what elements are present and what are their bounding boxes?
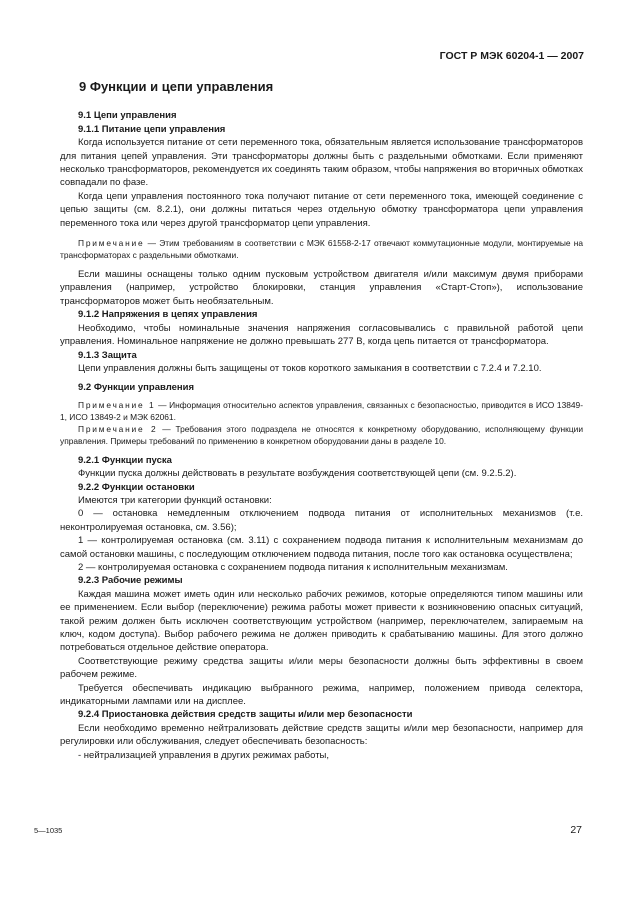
subsection-9-2-2-title: 9.2.2 Функции остановки: [78, 481, 195, 493]
paragraph: Когда цепи управления постоянного тока получают питание от сети переменного тока, имеющей соединение с цепью защиты (см. 8.2.1), они должны питаться через отдельную обмотку трансформатора цепи управления переменного тока или через другой трансформатор цепи управления.: [60, 190, 583, 229]
subsection-9-1-2-title: 9.1.2 Напряжения в цепях управления: [78, 309, 258, 321]
paragraph: Каждая машина может иметь один или несколько рабочих режимов, которые определяются типом машины или ее применением. Если выбор (переключение) режима работы может привести к возникновению опасных ситуаций, такой режим должен быть исключен соответствующим устройством (например, переключателем, запираемым на ключ, кодом доступа). Выбор рабочего режима не должен приводить к срабатыванию машины. Для этого должно потребоваться отдельное действие оператора.: [60, 588, 583, 654]
paragraph: Когда используется питание от сети переменного тока, обязательным является использование трансформаторов для питания цепей управления. Эти трансформаторы должны быть с раздельными обмотками. Если применяют несколько трансформаторов, рекомендуется их соединять таким образом, чтобы напряжения во вторичных обмотках совпадали по фазе.: [60, 137, 583, 189]
paragraph: Функции пуска должны действовать в результате возбуждения соответствующей цепи (см. 9.2.5.2).: [78, 468, 517, 480]
paragraph: Если машины оснащены только одним пусковым устройством двигателя и/или максимум двумя приборами управления (например, устройство блокировки, станция управления «Старт-Стоп»), использование трансформаторов может быть необязательным.: [60, 269, 583, 307]
note-text: — Информация относительно аспектов управления, связанных с безопасностью, приводится в ИСО 13849-1, ИСО 13849-2 и МЭК 62061.: [60, 399, 583, 422]
paragraph: Необходимо, чтобы номинальные значения напряжения согласовывались с правильной работой цепи управления. Номинальное напряжение не должно превышать 277 В, когда цепь питается от трансформатора.: [60, 322, 583, 348]
note-label: Примечание 2: [78, 423, 158, 434]
standard-header: ГОСТ Р МЭК 60204-1 — 2007: [439, 50, 584, 62]
paragraph: Если необходимо временно нейтрализовать действие средств защиты и/или мер безопасности, например для регулировки или обслуживания, следует обеспечивать безопасность:: [60, 722, 583, 748]
paragraph: - нейтрализацией управления в других режимах работы,: [78, 749, 330, 761]
paragraph: Имеются три категории функций остановки:: [78, 494, 272, 506]
subsection-9-2-3-title: 9.2.3 Рабочие режимы: [78, 575, 183, 587]
note-2: [60, 423, 583, 447]
note-1: [60, 399, 583, 423]
subsection-9-2-title: 9.2 Функции управления: [78, 382, 195, 394]
subsection-9-2-1-title: 9.2.1 Функции пуска: [78, 454, 172, 466]
paragraph: Требуется обеспечивать индикацию выбранного режима, например, положением привода селектора, индикаторными лампами или на дисплее.: [60, 682, 583, 708]
paragraph: 1 — контролируемая остановка (см. 3.11) с сохранением подвода питания к исполнительным механизмам до самой остановки машины, с последующим отключением подвода питания, после того как остановка осуществлена;: [60, 535, 583, 560]
paragraph: Соответствующие режиму средства защиты и/или меры безопасности должны быть эффективны в своем рабочем режиме.: [60, 655, 583, 681]
sheet-mark: 5—1035: [34, 826, 63, 835]
page-content: [60, 80, 583, 762]
section-title: 9 Функции и цепи управления: [79, 79, 274, 94]
paragraph: Цепи управления должны быть защищены от токов короткого замыкания в соответствии с 7.2.4 и 7.2.10.: [78, 362, 542, 374]
note-label: Примечание: [78, 238, 145, 249]
subsection-9-1-1-title: 9.1.1 Питание цепи управления: [78, 123, 226, 135]
page-number: 27: [570, 824, 582, 836]
note-label: Примечание 1: [78, 399, 156, 410]
paragraph: 0 — остановка немедленным отключением подвода питания от исполнительных механизмов (т.е. неконтролируемая остановка, см. 3.56);: [60, 508, 583, 533]
subsection-9-2-4-title: 9.2.4 Приостановка действия средств защиты и/или мер безопасности: [78, 709, 413, 721]
paragraph: 2 — контролируемая остановка с сохранением подвода питания к исполнительным механизмам.: [78, 561, 508, 573]
subsection-9-1-title: 9.1 Цепи управления: [78, 110, 177, 122]
note-text: — Требования этого подраздела не относятся к конкретному оборудованию, исполняющему функции управления. Примеры требований по применению в конкретном оборудовании даны в разделе 10.: [60, 423, 584, 446]
note: [60, 237, 583, 261]
subsection-9-1-3-title: 9.1.3 Защита: [78, 349, 137, 361]
note-text: — Этим требованиям в соответствии с МЭК 61558-2-17 отвечают коммутационные модули, монтируемые на трансформаторах с раздельными обмотками.: [60, 238, 583, 261]
